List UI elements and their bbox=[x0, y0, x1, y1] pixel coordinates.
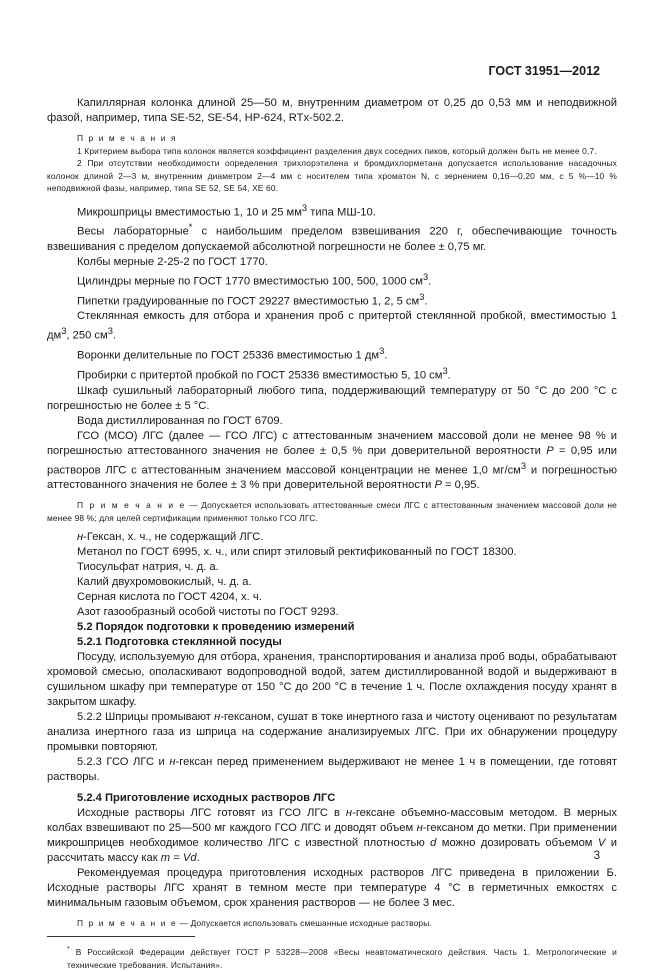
note-certification: П р и м е ч а н и е — Допускается использовать аттестованные смеси ЛГС с аттестованным значением массовой доли не менее 98 %; для целей сертификации применяют только ГСО ЛГС. bbox=[47, 500, 617, 523]
flasks-paragraph: Колбы мерные 2-25-2 по ГОСТ 1770. bbox=[77, 255, 268, 268]
note-item-2: 2 При отсутствии необходимости определения трихлорэтилена и бромдихлорметана допускается использование насадочных колонок длиной 2—3 м, внутренним диаметром 2—4 мм с носителем типа хроматон N, с зернением 0,16—0,20 мм, с 5 %—10 % неподвижной фазы, например, типа SE 52, SE 54, XE 60. bbox=[47, 158, 617, 193]
document-code-header: ГОСТ 31951—2012 bbox=[488, 64, 600, 78]
water-paragraph: Вода дистиллированная по ГОСТ 6709. bbox=[77, 414, 283, 427]
gso-paragraph: ГСО (МСО) ЛГС (далее — ГСО ЛГС) с аттестованным значением массовой доли не менее 98 % и погрешностью аттестованного значения не более ± 0,5 % при доверительной вероятности P = 0,95 или растворов ЛГС с аттестованным значением массовой концентрации не менее 1,0 $мг/см^3$ и погрешностью аттестованного значения не более ± 3 % при доверительной вероятности P = 0,95. bbox=[47, 429, 617, 492]
footnote-divider bbox=[47, 936, 195, 937]
section-heading-5-2-1: 5.2.1 Подготовка стеклянной посуды bbox=[77, 636, 282, 649]
tubes-paragraph: Пробирки с притертой пробкой по ГОСТ 25336 вместимостью 5, 10 $см^3$. bbox=[77, 365, 451, 382]
cylinders-paragraph: Цилиндры мерные по ГОСТ 1770 вместимостью 100, 500, 1000 $см^3$. bbox=[77, 271, 432, 288]
section-5-2-4-text: Исходные растворы ЛГС готовят из ГСО ЛГС в н-гексане объемно-массовым методом. В мерных колбах взвешивают по 25—500 мг каждого ГСО ЛГС и доводят объем н-гексаном до метки. При применении микрошприцев необходимое количество ЛГС с известной плотностью d можно дозировать объемом V и рассчитать массу как m = Vd. bbox=[47, 807, 618, 865]
note-item-1: 1 Критерием выбора типа колонок является коэффициент разделения двух соседних пиков, который должен быть не менее 0,7. bbox=[77, 145, 597, 156]
hexane-paragraph: н-Гексан, х. ч., не содержащий ЛГС. bbox=[77, 531, 264, 544]
section-heading-5-2-4: 5.2.4 Приготовление исходных растворов ЛГС bbox=[77, 792, 336, 805]
nitrogen-paragraph: Азот газообразный особой чистоты по ГОСТ 9293. bbox=[77, 606, 339, 619]
note-mixed-solutions: П р и м е ч а н и е — Допускается использовать смешанные исходные растворы. bbox=[77, 918, 432, 929]
funnels-paragraph: Воронки делительные по ГОСТ 25336 вместимостью 1 $дм^3$. bbox=[77, 346, 388, 362]
recommended-procedure-paragraph: Рекомендуемая процедура приготовления исходных растворов ЛГС приведена в приложении Б. Исходные растворы ЛГС хранят в темном месте при температуре 4 °С в герметичных емкостях с минимальным газовым объемом, срок хранения растворов — не более 3 мес. bbox=[47, 867, 617, 910]
methanol-paragraph: Метанол по ГОСТ 6995, х. ч., или спирт этиловый ректификованный по ГОСТ 18300. bbox=[77, 546, 517, 559]
footnote: * В Российской Федерации действует ГОСТ Р 53228—2008 «Весы неавтоматического действия. Часть 1. Метрологические и технические требования. Испытания». bbox=[67, 945, 617, 970]
section-5-2-3-text: 5.2.3 ГСО ЛГС и н-гексан перед применением выдерживают не менее 1 ч в помещении, где готовят растворы. bbox=[47, 756, 617, 784]
section-5-2-2-text: 5.2.2 Шприцы промывают н-гексаном, сушат в токе инертного газа и чистоту оценивают по результатам анализа инертного газа из шприца на содержание анализируемых ЛГС. При их обнаружении процедуру промывки повторяют. bbox=[47, 711, 618, 754]
oven-paragraph: Шкаф сушильный лабораторный любого типа, поддерживающий температуру от 50 °С до 200 °С с погрешностью не более ± 5 °С. bbox=[47, 384, 617, 412]
thiosulfate-paragraph: Тиосульфат натрия, ч. д. а. bbox=[77, 561, 219, 574]
section-5-2-1-text: Посуду, используемую для отбора, хранения, транспортирования и анализа проб воды, обрабатывают хромовой смесью, ополаскивают водопроводной водой, затем дистиллированной водой и выдерживают в сушильном шкафу при температуре от 150 °С до 200 °С в течение 1 ч. После охлаждения посуду хранят в закрытом шкафу. bbox=[47, 651, 617, 709]
sulfuric-acid-paragraph: Серная кислота по ГОСТ 4204, х. ч. bbox=[77, 591, 262, 604]
page-number: 3 bbox=[593, 850, 600, 862]
notes-title: П р и м е ч а н и я bbox=[77, 133, 177, 143]
pipettes-paragraph: Пипетки градуированные по ГОСТ 29227 вместимостью 1, 2, 5 $см^3$. bbox=[77, 291, 428, 308]
glass-container-paragraph: Стеклянная емкость для отбора и хранения проб с притертой стеклянной пробкой, вместимостью 1 $дм^3$, 250 $см^3$. bbox=[47, 310, 617, 343]
column-paragraph: Капиллярная колонка длиной 25—50 м, внутренним диаметром от 0,25 до 0,53 мм и неподвижной фазой, например, типа SE-52, SE-54, HP-624, RTx-502.2. bbox=[47, 97, 617, 124]
scales-paragraph: Весы лабораторные* с наибольшим пределом взвешивания 220 г, обеспечивающие точность взвешивания с пределом допускаемой абсолютной погрешности не более ± 0,75 мг. bbox=[47, 222, 617, 253]
syringes-paragraph: Микрошприцы вместимостью 1, 10 и 25 $мм^3$ типа МШ-10. bbox=[77, 202, 376, 219]
page-content bbox=[47, 96, 617, 972]
section-heading-5-2: 5.2 Порядок подготовки к проведению измерений bbox=[77, 621, 355, 634]
dichromate-paragraph: Калий двухромовокислый, ч. д. а. bbox=[77, 576, 252, 589]
